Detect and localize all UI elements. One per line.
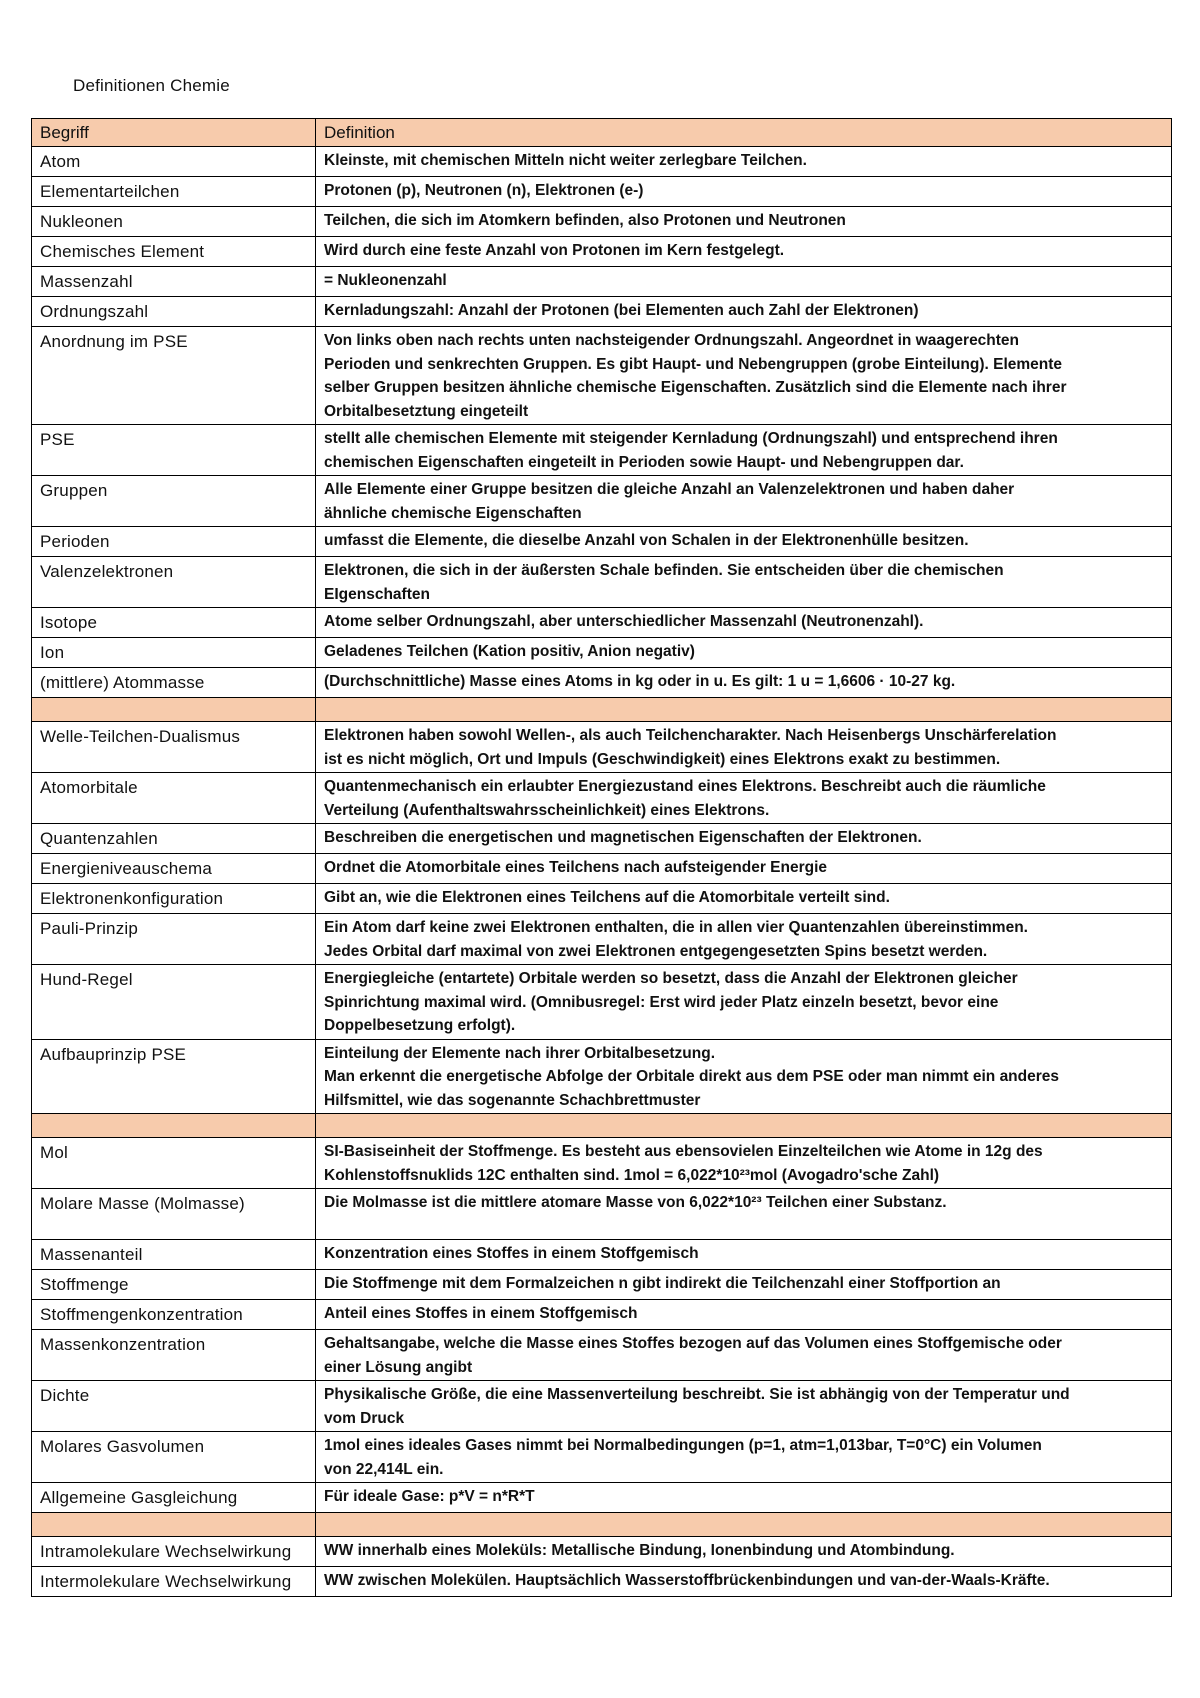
- definition-line: Orbitalbesetztung eingeteilt: [324, 402, 529, 420]
- definition-line: Wird durch eine feste Anzahl von Protonen im Kern festgelegt.: [324, 242, 785, 259]
- section-separator-row: [32, 1114, 1172, 1138]
- definition-line: Protonen (p), Neutronen (n), Elektronen (e-): [324, 182, 644, 199]
- header-term: Begriff: [32, 119, 316, 147]
- definition-line: stellt alle chemischen Elemente mit steigender Kernladung (Ordnungszahl) und entsprechend ihren: [324, 430, 1058, 447]
- table-row: [32, 884, 1172, 914]
- table-row: [32, 1567, 1172, 1597]
- definition-line: ist es nicht möglich, Ort und Impuls (Geschwindigkeit) eines Elektrons exakt zu bestimmen.: [324, 750, 1001, 768]
- table-row: [32, 1330, 1172, 1381]
- definition-cell: [316, 327, 1172, 425]
- definition-line: Von links oben nach rechts unten nachsteigender Ordnungszahl. Angeordnet in waagerechten: [324, 332, 1020, 349]
- definition-line: Physikalische Größe, die eine Massenverteilung beschreibt. Sie ist abhängig von der Temperatur und: [324, 1386, 1070, 1403]
- term-cell: Perioden: [32, 527, 316, 557]
- table-row: [32, 1300, 1172, 1330]
- term-cell: Allgemeine Gasgleichung: [32, 1483, 316, 1513]
- table-row: [32, 1432, 1172, 1483]
- definition-cell: [316, 1483, 1172, 1513]
- term-cell: Isotope: [32, 608, 316, 638]
- definition-line: Doppelbesetzung erfolgt).: [324, 1017, 516, 1034]
- term-cell: Valenzelektronen: [32, 557, 316, 608]
- definition-cell: [316, 1432, 1172, 1483]
- definition-cell: [316, 1381, 1172, 1432]
- term-cell: (mittlere) Atommasse: [32, 668, 316, 698]
- definition-cell: [316, 1240, 1172, 1270]
- definition-line: (Durchschnittliche) Masse eines Atoms in kg oder in u. Es gilt: 1 u = 1,6606 · 10-27 kg.: [324, 673, 956, 690]
- term-cell: Elektronenkonfiguration: [32, 884, 316, 914]
- definition-line: Verteilung (Aufenthaltswahrsscheinlichkeit) eines Elektrons.: [324, 801, 770, 819]
- section-separator-row: [32, 1513, 1172, 1537]
- definition-line: Beschreiben die energetischen und magnetischen Eigenschaften der Elektronen.: [324, 829, 922, 846]
- table-row: [32, 1483, 1172, 1513]
- term-cell: Nukleonen: [32, 207, 316, 237]
- term-cell: Pauli-Prinzip: [32, 914, 316, 965]
- header-definition: Definition: [316, 119, 1172, 147]
- separator-cell: [316, 698, 1172, 722]
- definition-line: Konzentration eines Stoffes in einem Stoffgemisch: [324, 1245, 699, 1262]
- term-cell: Mol: [32, 1138, 316, 1189]
- definition-cell: [316, 1189, 1172, 1240]
- definition-line: Man erkennt die energetische Abfolge der Orbitale direkt aus dem PSE oder man nimmt ein anderes: [324, 1068, 1060, 1085]
- separator-cell: [32, 1114, 316, 1138]
- table-row: [32, 557, 1172, 608]
- table-row: [32, 965, 1172, 1040]
- definition-line: Spinrichtung maximal wird. (Omnibusregel: Erst wird jeder Platz einzeln besetzt, bevor eine: [324, 993, 999, 1011]
- definition-cell: [316, 267, 1172, 297]
- term-cell: Elementarteilchen: [32, 177, 316, 207]
- definition-cell: [316, 884, 1172, 914]
- table-row: [32, 1270, 1172, 1300]
- definition-cell: [316, 914, 1172, 965]
- term-cell: Chemisches Element: [32, 237, 316, 267]
- definition-line: Energiegleiche (entartete) Orbitale werden so besetzt, dass die Anzahl der Elektronen gleicher: [324, 970, 1018, 987]
- definition-line: Kernladungszahl: Anzahl der Protonen (bei Elementen auch Zahl der Elektronen): [324, 302, 919, 319]
- table-row: [32, 1039, 1172, 1114]
- definition-line: Die Stoffmenge mit dem Formalzeichen n gibt indirekt die Teilchenzahl einer Stoffportion an: [324, 1275, 1001, 1292]
- table-row: [32, 1381, 1172, 1432]
- definition-line: Ein Atom darf keine zwei Elektronen enthalten, die in allen vier Quantenzahlen übereinstimmen.: [324, 919, 1028, 936]
- definition-line: SI-Basiseinheit der Stoffmenge. Es besteht aus ebensovielen Einzelteilchen wie Atome in 12g des: [324, 1143, 1043, 1160]
- table-row: [32, 476, 1172, 527]
- term-cell: Aufbauprinzip PSE: [32, 1039, 316, 1114]
- term-cell: Atom: [32, 147, 316, 177]
- term-cell: Ordnungszahl: [32, 297, 316, 327]
- definition-line: Für ideale Gase: p*V = n*R*T: [324, 1488, 535, 1505]
- separator-cell: [316, 1114, 1172, 1138]
- definition-line: einer Lösung angibt: [324, 1358, 473, 1376]
- definition-line: ähnliche chemische Eigenschaften: [324, 504, 582, 522]
- definition-line: Gibt an, wie die Elektronen eines Teilchens auf die Atomorbitale verteilt sind.: [324, 889, 890, 906]
- definition-line: Perioden und senkrechten Gruppen. Es gibt Haupt- und Nebengruppen (grobe Einteilung). Elemente: [324, 355, 1063, 373]
- definition-line: umfasst die Elemente, die dieselbe Anzahl von Schalen in der Elektronenhülle besitzen.: [324, 532, 969, 549]
- definition-line: [324, 1215, 1163, 1239]
- definition-line: Elektronen haben sowohl Wellen-, als auch Teilchencharakter. Nach Heisenbergs Unschärferelation: [324, 727, 1057, 744]
- term-cell: Molare Masse (Molmasse): [32, 1189, 316, 1240]
- term-cell: Massenanteil: [32, 1240, 316, 1270]
- separator-cell: [32, 1513, 316, 1537]
- definition-cell: [316, 1567, 1172, 1597]
- definition-cell: [316, 527, 1172, 557]
- term-cell: Dichte: [32, 1381, 316, 1432]
- definition-line: Quantenmechanisch ein erlaubter Energiezustand eines Elektrons. Beschreibt auch die räumliche: [324, 778, 1046, 795]
- table-row: [32, 668, 1172, 698]
- definition-line: Kohlenstoffsnuklids 12C enthalten sind. 1mol = 6,022*10²³mol (Avogadro'sche Zahl): [324, 1166, 940, 1184]
- table-row: [32, 207, 1172, 237]
- term-cell: Atomorbitale: [32, 773, 316, 824]
- definition-line: Atome selber Ordnungszahl, aber unterschiedlicher Massenzahl (Neutronenzahl).: [324, 613, 924, 630]
- definition-line: von 22,414L ein.: [324, 1460, 444, 1478]
- definition-line: Elektronen, die sich in der äußersten Schale befinden. Sie entscheiden über die chemischen: [324, 562, 1004, 579]
- definition-cell: [316, 773, 1172, 824]
- table-row: [32, 147, 1172, 177]
- separator-cell: [32, 698, 316, 722]
- definition-cell: [316, 668, 1172, 698]
- definition-line: vom Druck: [324, 1409, 405, 1427]
- definition-line: chemischen Eigenschaften eingeteilt in Perioden sowie Haupt- und Nebengruppen dar.: [324, 453, 964, 471]
- table-row: [32, 267, 1172, 297]
- separator-cell: [316, 1513, 1172, 1537]
- table-row: [32, 608, 1172, 638]
- definition-cell: [316, 476, 1172, 527]
- definition-cell: [316, 824, 1172, 854]
- definition-cell: [316, 207, 1172, 237]
- definition-line: Alle Elemente einer Gruppe besitzen die gleiche Anzahl an Valenzelektronen und haben daher: [324, 481, 1015, 498]
- definition-cell: [316, 854, 1172, 884]
- definition-cell: [316, 722, 1172, 773]
- definition-cell: [316, 1330, 1172, 1381]
- definition-cell: [316, 1270, 1172, 1300]
- definition-cell: [316, 608, 1172, 638]
- table-row: [32, 773, 1172, 824]
- definitions-table: [31, 118, 1172, 1597]
- term-cell: PSE: [32, 425, 316, 476]
- definition-cell: [316, 638, 1172, 668]
- definition-cell: [316, 1300, 1172, 1330]
- definition-line: selber Gruppen besitzen ähnliche chemische Eigenschaften. Zusätzlich sind die Elemente nach ihrer: [324, 379, 1067, 396]
- term-cell: Quantenzahlen: [32, 824, 316, 854]
- table-row: [32, 425, 1172, 476]
- table-row: [32, 177, 1172, 207]
- term-cell: Intermolekulare Wechselwirkung: [32, 1567, 316, 1597]
- term-cell: Massenkonzentration: [32, 1330, 316, 1381]
- definition-line: = Nukleonenzahl: [324, 272, 447, 289]
- term-cell: Ion: [32, 638, 316, 668]
- definition-cell: [316, 965, 1172, 1040]
- table-row: [32, 1537, 1172, 1567]
- definitions-table-body: [32, 119, 1172, 1597]
- section-separator-row: [32, 698, 1172, 722]
- definition-line: WW innerhalb eines Moleküls: Metallische Bindung, Ionenbindung und Atombindung.: [324, 1542, 955, 1559]
- definition-cell: [316, 1138, 1172, 1189]
- table-row: [32, 722, 1172, 773]
- definition-cell: [316, 557, 1172, 608]
- definition-line: Einteilung der Elemente nach ihrer Orbitalbesetzung.: [324, 1044, 716, 1062]
- definition-cell: [316, 177, 1172, 207]
- term-cell: Stoffmenge: [32, 1270, 316, 1300]
- definition-line: Hilfsmittel, wie das sogenannte Schachbrettmuster: [324, 1091, 701, 1109]
- term-cell: Anordnung im PSE: [32, 327, 316, 425]
- table-row: [32, 1189, 1172, 1240]
- table-row: [32, 327, 1172, 425]
- definition-line: EIgenschaften: [324, 585, 430, 603]
- table-row: [32, 638, 1172, 668]
- definition-cell: [316, 297, 1172, 327]
- document-title: Definitionen Chemie: [73, 76, 230, 95]
- table-header-row: [32, 119, 1172, 147]
- definition-cell: [316, 1039, 1172, 1114]
- definition-line: Die Molmasse ist die mittlere atomare Masse von 6,022*10²³ Teilchen einer Substanz.: [324, 1194, 947, 1211]
- definition-line: WW zwischen Molekülen. Hauptsächlich Wasserstoffbrückenbindungen und van-der-Waals-Kräfte.: [324, 1572, 1050, 1589]
- definition-line: Anteil eines Stoffes in einem Stoffgemisch: [324, 1305, 638, 1322]
- definition-cell: [316, 147, 1172, 177]
- definition-line: Geladenes Teilchen (Kation positiv, Anion negativ): [324, 643, 695, 660]
- definition-cell: [316, 237, 1172, 267]
- definition-line: 1mol eines ideales Gases nimmt bei Normalbedingungen (p=1, atm=1,013bar, T=0°C) ein Volumen: [324, 1437, 1042, 1454]
- definition-line: Gehaltsangabe, welche die Masse eines Stoffes bezogen auf das Volumen eines Stoffgemische oder: [324, 1335, 1062, 1352]
- table-row: [32, 824, 1172, 854]
- definition-line: Kleinste, mit chemischen Mitteln nicht weiter zerlegbare Teilchen.: [324, 152, 807, 169]
- table-row: [32, 914, 1172, 965]
- table-row: [32, 854, 1172, 884]
- table-row: [32, 527, 1172, 557]
- table-row: [32, 1240, 1172, 1270]
- table-row: [32, 297, 1172, 327]
- term-cell: Intramolekulare Wechselwirkung: [32, 1537, 316, 1567]
- table-row: [32, 237, 1172, 267]
- definition-line: Jedes Orbital darf maximal von zwei Elektronen entgegengesetzten Spins besetzt werden.: [324, 942, 988, 960]
- term-cell: Energieniveauschema: [32, 854, 316, 884]
- term-cell: Hund-Regel: [32, 965, 316, 1040]
- term-cell: Molares Gasvolumen: [32, 1432, 316, 1483]
- term-cell: Gruppen: [32, 476, 316, 527]
- term-cell: Stoffmengenkonzentration: [32, 1300, 316, 1330]
- table-row: [32, 1138, 1172, 1189]
- definition-cell: [316, 1537, 1172, 1567]
- term-cell: Welle-Teilchen-Dualismus: [32, 722, 316, 773]
- definition-line: Ordnet die Atomorbitale eines Teilchens nach aufsteigender Energie: [324, 859, 828, 876]
- definition-cell: [316, 425, 1172, 476]
- term-cell: Massenzahl: [32, 267, 316, 297]
- definition-line: Teilchen, die sich im Atomkern befinden, also Protonen und Neutronen: [324, 212, 846, 229]
